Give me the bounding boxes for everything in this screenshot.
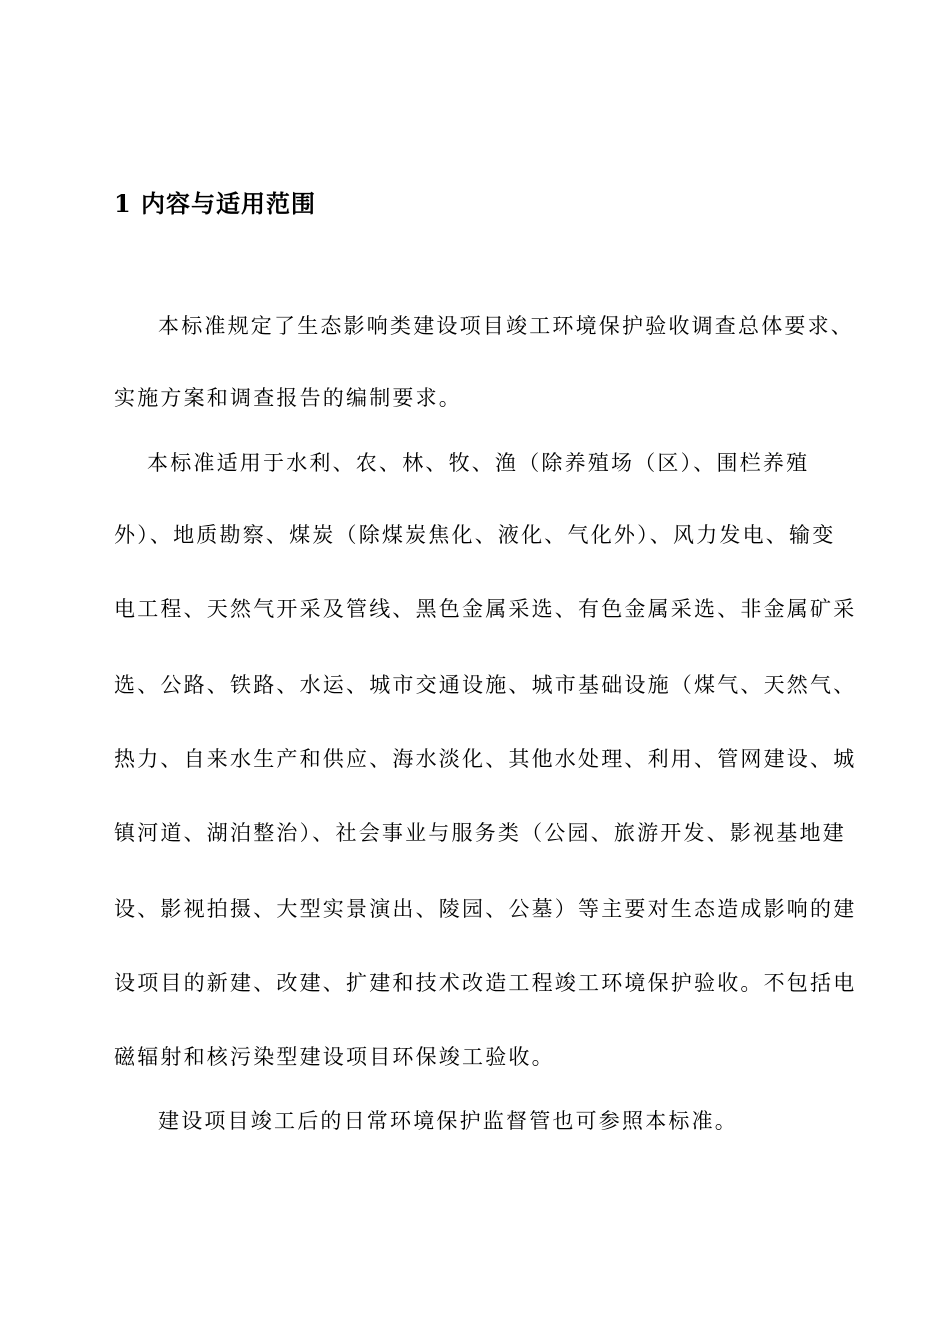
paragraph-2-line-5: 热力、自来水生产和供应、海水淡化、其他水处理、利用、管网建设、城 bbox=[114, 747, 857, 771]
paragraph-2-line-3: 电工程、天然气开采及管线、黑色金属采选、有色金属采选、非金属矿采 bbox=[114, 597, 857, 621]
paragraph-2-line-7: 设、影视拍摄、大型实景演出、陵园、公墓）等主要对生态造成影响的建 bbox=[114, 897, 857, 921]
paragraph-1-line-1: 本标准规定了生态影响类建设项目竣工环境保护验收调查总体要求、 bbox=[158, 314, 854, 338]
paragraph-2-line-8: 设项目的新建、改建、扩建和技术改造工程竣工环境保护验收。不包括电 bbox=[114, 971, 857, 995]
paragraph-2-line-6: 镇河道、湖泊整治）、社会事业与服务类（公园、旅游开发、影视基地建 bbox=[114, 821, 846, 845]
paragraph-2-line-2: 外）、地质勘察、煤炭（除煤炭焦化、液化、气化外）、风力发电、输变 bbox=[114, 523, 836, 547]
paragraph-2-line-1: 本标准适用于水利、农、林、牧、渔（除养殖场（区）、围栏养殖 bbox=[147, 451, 810, 475]
paragraph-2-line-9: 磁辐射和核污染型建设项目环保竣工验收。 bbox=[114, 1045, 555, 1069]
paragraph-3-line-1: 建设项目竣工后的日常环境保护监督管也可参照本标准。 bbox=[158, 1109, 738, 1133]
section-heading: 1 内容与适用范围 bbox=[114, 189, 317, 218]
paragraph-1-line-2: 实施方案和调查报告的编制要求。 bbox=[114, 386, 462, 410]
paragraph-2-line-4: 选、公路、铁路、水运、城市交通设施、城市基础设施（煤气、天然气、 bbox=[114, 673, 857, 697]
